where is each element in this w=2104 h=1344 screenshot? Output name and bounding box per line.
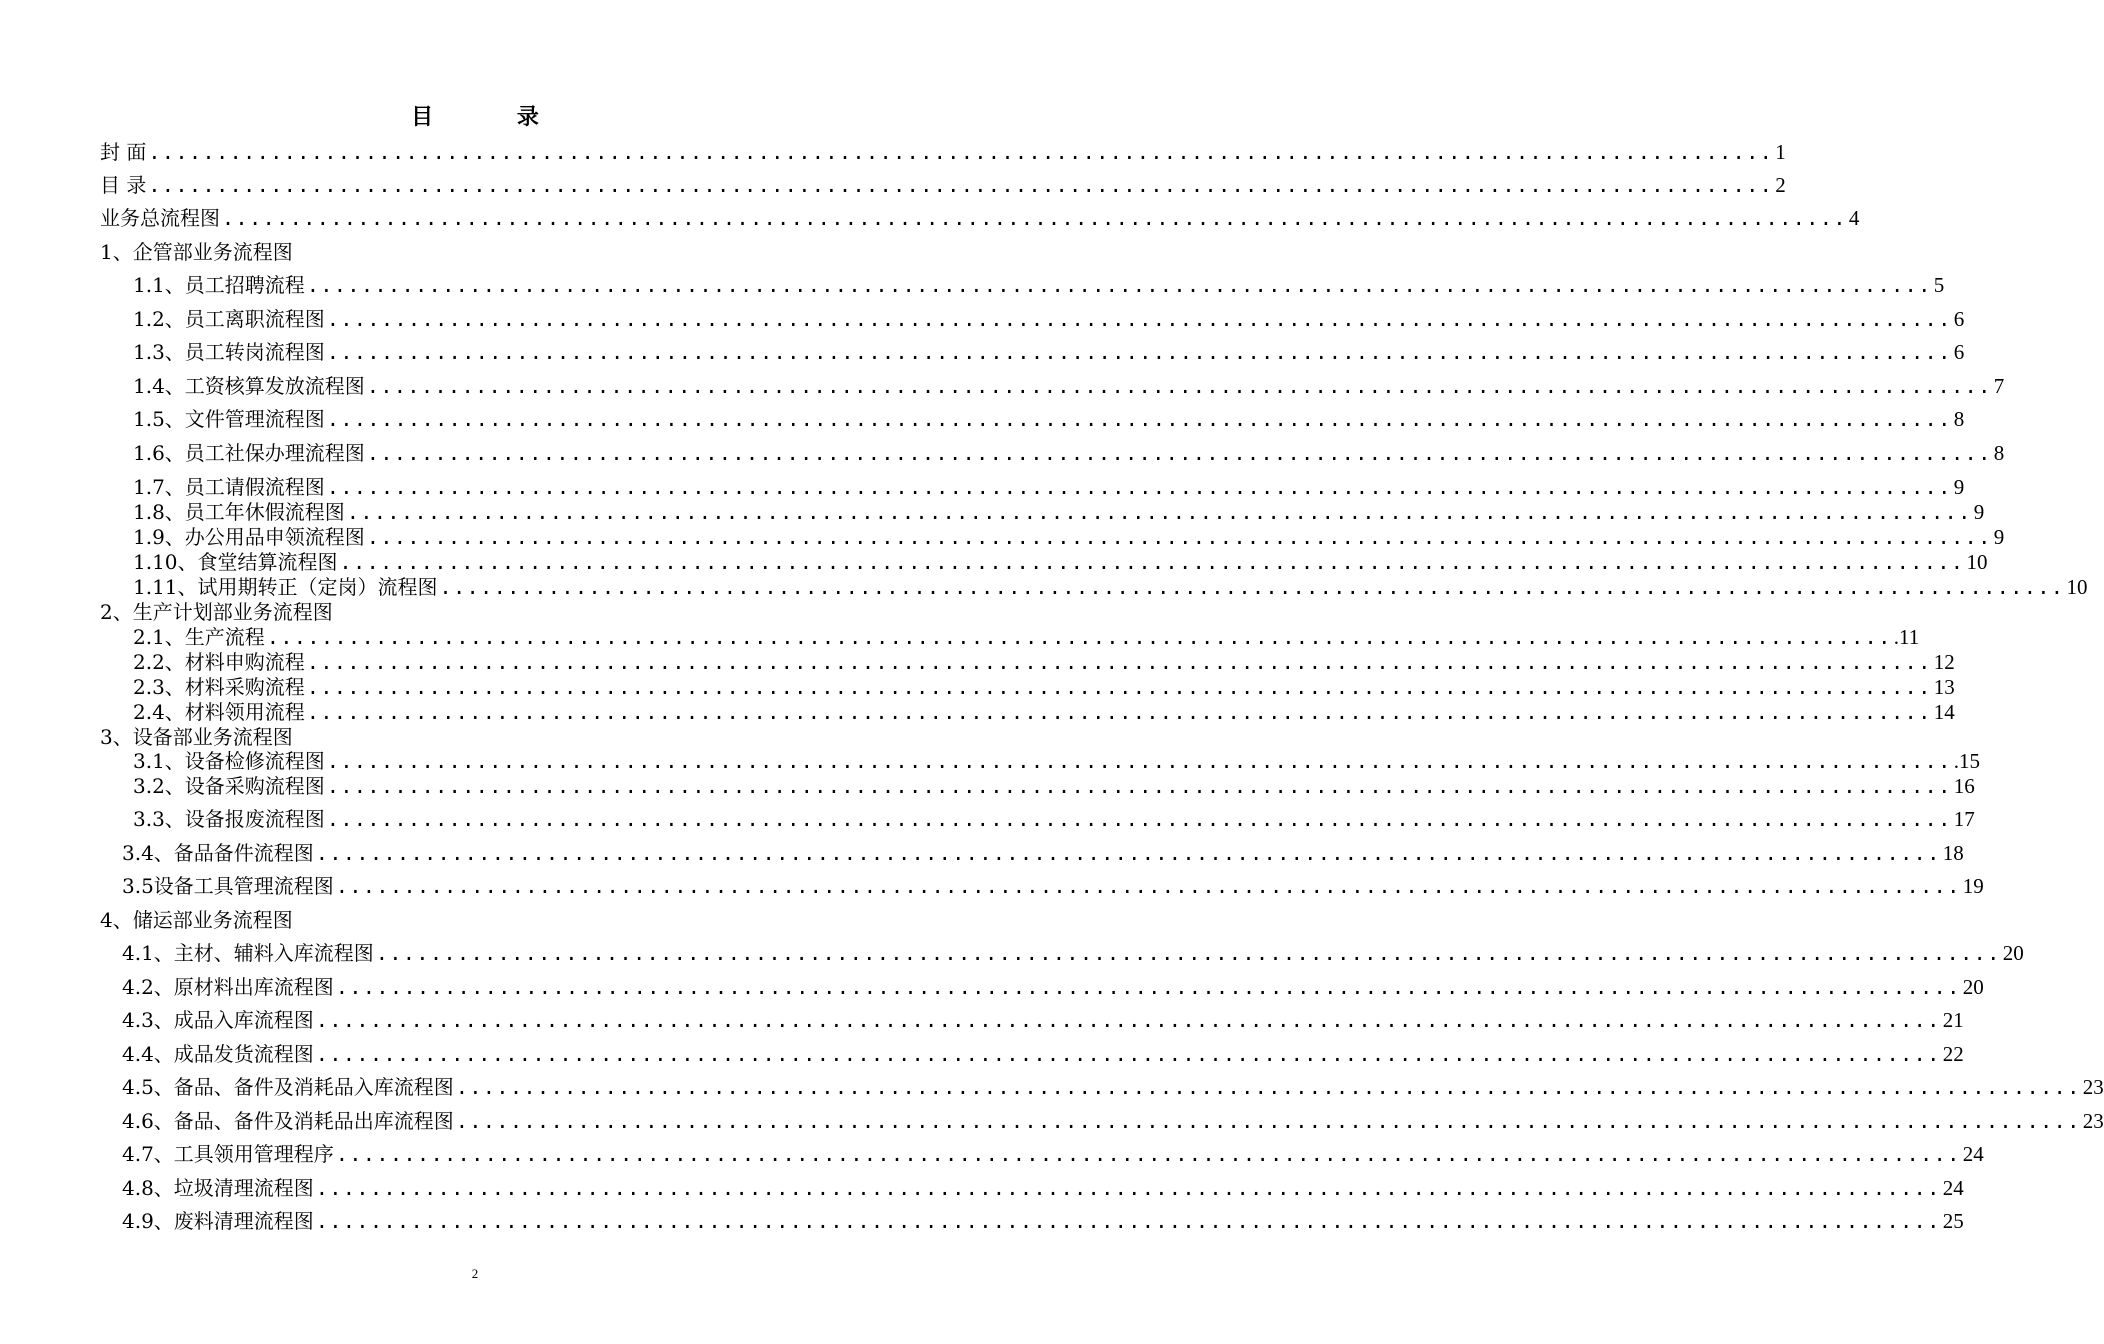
page-number: 2: [471, 1266, 479, 1281]
toc-entry-page-number: 22: [1942, 1042, 1964, 1066]
toc-dot-leader: ........................................................................................................................: [455, 1075, 2081, 1099]
toc-dot-leader: ........................................................................................................................: [148, 173, 1774, 197]
toc-entry[interactable]: [122, 973, 1984, 1001]
toc-dot-leader: ........................................................................................................................: [148, 140, 1774, 164]
toc-entry-label: 1.10、食堂结算流程图: [133, 550, 338, 574]
toc-entry[interactable]: [122, 1207, 1964, 1235]
toc-entry-page-number: 16: [1953, 774, 1975, 798]
toc-entry-page-number: 1: [1775, 140, 1786, 164]
toc-dot-leader: ........................................................................................................................: [306, 650, 1932, 674]
toc-entry-page-number: 8: [1993, 441, 2005, 465]
toc-entry[interactable]: [133, 805, 1975, 833]
toc-entry-page-number: 24: [1942, 1176, 1964, 1200]
toc-entry[interactable]: [133, 498, 1985, 526]
toc-section-heading: 2、生产计划部业务流程图: [100, 600, 333, 624]
toc-entry[interactable]: [122, 939, 2024, 967]
toc-entry[interactable]: [122, 1073, 2104, 1101]
toc-entry-page-number: 24: [1962, 1142, 1984, 1166]
toc-entry-page-number: 5: [1933, 273, 1945, 297]
toc-entry-page-number: .11: [1893, 625, 1920, 649]
toc-entry-page-number: 12: [1933, 650, 1955, 674]
toc-entry-label: 1.4、工资核算发放流程图: [133, 374, 365, 398]
toc-entry-label: 1.5、文件管理流程图: [133, 407, 325, 431]
toc-entry[interactable]: [122, 872, 1984, 900]
toc-entry[interactable]: [133, 573, 2088, 601]
toc-dot-leader: ........................................................................................................................: [222, 206, 1847, 230]
toc-dot-leader: ........................................................................................................................: [455, 1109, 2081, 1133]
toc-entry[interactable]: [122, 1006, 1964, 1034]
toc-entry-label: 4.6、备品、备件及消耗品出库流程图: [122, 1109, 454, 1133]
toc-entry-label: 1.7、员工请假流程图: [133, 475, 325, 499]
toc-entry[interactable]: [122, 839, 1964, 867]
toc-entry-page-number: 9: [1993, 525, 2005, 549]
toc-entry-page-number: 21: [1942, 1008, 1964, 1032]
toc-dot-leader: ........................................................................................................................: [346, 500, 1972, 524]
toc-entry-label: 3.5设备工具管理流程图: [122, 874, 334, 898]
toc-entry[interactable]: [133, 623, 1920, 651]
toc-entry[interactable]: [133, 648, 1955, 676]
toc-entry[interactable]: [133, 698, 1955, 726]
toc-entry-label: 1.11、试用期转正（定岗）流程图: [133, 575, 438, 599]
toc-entry-page-number: 10: [2066, 575, 2088, 599]
toc-entry-page-number: 20: [2002, 941, 2024, 965]
toc-entry-label: 2.1、生产流程: [133, 625, 265, 649]
page-title: 目 录: [411, 104, 577, 130]
toc-entry-page-number: 23: [2082, 1075, 2104, 1099]
toc-entry-page-number: 2: [1775, 173, 1786, 197]
toc-entry-label: 4.3、成品入库流程图: [122, 1008, 314, 1032]
toc-entry[interactable]: [133, 271, 1945, 299]
toc-entry-label: 3.4、备品备件流程图: [122, 841, 314, 865]
toc-dot-leader: ........................................................................................................................: [366, 374, 1992, 398]
toc-dot-leader: ........................................................................................................................: [306, 675, 1932, 699]
toc-dot-leader: ........................................................................................................................: [439, 575, 2065, 599]
toc-dot-leader: ........................................................................................................................: [326, 340, 1952, 364]
toc-entry-label: 2.2、材料申购流程: [133, 650, 305, 674]
toc-entry-page-number: 6: [1953, 307, 1965, 331]
toc-dot-leader: ........................................................................................................................: [326, 749, 1952, 773]
toc-entry-label: 封 面: [100, 140, 147, 164]
toc-entry-label: 4.5、备品、备件及消耗品入库流程图: [122, 1075, 454, 1099]
toc-entry-page-number: 6: [1953, 340, 1965, 364]
toc-entry-label: 4.7、工具领用管理程序: [122, 1142, 334, 1166]
toc-entry[interactable]: [133, 523, 2005, 551]
toc-entry-label: 4.8、垃圾清理流程图: [122, 1176, 314, 1200]
toc-entry-label: 1.9、办公用品申领流程图: [133, 525, 365, 549]
toc-section-heading: 3、设备部业务流程图: [100, 725, 293, 749]
toc-entry-page-number: 17: [1953, 807, 1975, 831]
toc-dot-leader: ........................................................................................................................: [306, 273, 1932, 297]
toc-entry-page-number: 19: [1962, 874, 1984, 898]
toc-dot-leader: ........................................................................................................................: [326, 307, 1952, 331]
toc-entry-page-number: 10: [1966, 550, 1988, 574]
toc-entry[interactable]: [133, 747, 1980, 775]
toc-entry[interactable]: [100, 138, 1786, 166]
toc-entry-label: 4.4、成品发货流程图: [122, 1042, 314, 1066]
toc-entry[interactable]: [133, 772, 1975, 800]
toc-entry-label: 4.1、主材、辅料入库流程图: [122, 941, 374, 965]
toc-entry-label: 业务总流程图: [100, 206, 220, 230]
toc-dot-leader: ........................................................................................................................: [339, 550, 1965, 574]
toc-entry-label: 目 录: [100, 173, 147, 197]
toc-entry-label: 3.2、设备采购流程图: [133, 774, 325, 798]
toc-entry[interactable]: [122, 1140, 1984, 1168]
toc-section-heading: 1、企管部业务流程图: [100, 240, 293, 264]
toc-entry-page-number: 9: [1953, 475, 1965, 499]
toc-entry-label: 2.4、材料领用流程: [133, 700, 305, 724]
toc-entry-page-number: .15: [1953, 749, 1980, 773]
toc-entry[interactable]: [133, 372, 2005, 400]
toc-entry-page-number: 25: [1942, 1209, 1964, 1233]
toc-entry-label: 4.2、原材料出库流程图: [122, 975, 334, 999]
toc-section-heading: 4、储运部业务流程图: [100, 908, 293, 932]
toc-entry[interactable]: [122, 1040, 1964, 1068]
toc-entry-page-number: 13: [1933, 675, 1955, 699]
toc-entry-page-number: 20: [1962, 975, 1984, 999]
toc-dot-leader: ........................................................................................................................: [326, 407, 1952, 431]
toc-entry-label: 1.6、员工社保办理流程图: [133, 441, 365, 465]
toc-entry-page-number: 4: [1848, 206, 1860, 230]
toc-dot-leader: ........................................................................................................................: [306, 700, 1932, 724]
toc-dot-leader: ........................................................................................................................: [326, 475, 1952, 499]
toc-entry-label: 4.9、废料清理流程图: [122, 1209, 314, 1233]
toc-entry-label: 3.1、设备检修流程图: [133, 749, 325, 773]
toc-entry[interactable]: [133, 305, 1965, 333]
toc-dot-leader: ........................................................................................................................: [375, 941, 2001, 965]
toc-entry[interactable]: [122, 1174, 1964, 1202]
toc-entry-label: 1.2、员工离职流程图: [133, 307, 325, 331]
toc-entry[interactable]: [100, 171, 1786, 199]
toc-entry-label: 3.3、设备报废流程图: [133, 807, 325, 831]
toc-dot-leader: ........................................................................................................................: [366, 441, 1992, 465]
toc-entry-page-number: 14: [1933, 700, 1955, 724]
toc-entry-page-number: 9: [1973, 500, 1985, 524]
toc-entry[interactable]: [100, 204, 1860, 232]
toc-entry-page-number: 18: [1942, 841, 1964, 865]
toc-dot-leader: ........................................................................................................................: [326, 807, 1952, 831]
toc-dot-leader: ........................................................................................................................: [326, 774, 1952, 798]
toc-dot-leader: ........................................................................................................................: [366, 525, 1992, 549]
toc-entry[interactable]: [133, 338, 1965, 366]
toc-entry[interactable]: [133, 673, 1955, 701]
toc-dot-leader: ........................................................................................................................: [315, 1008, 1941, 1032]
toc-dot-leader: ........................................................................................................................: [315, 1042, 1941, 1066]
toc-dot-leader: ........................................................................................................................: [266, 625, 1892, 649]
toc-entry[interactable]: [122, 1107, 2104, 1135]
toc-entry[interactable]: [133, 548, 1988, 576]
toc-dot-leader: ........................................................................................................................: [315, 1209, 1941, 1233]
toc-dot-leader: ........................................................................................................................: [315, 841, 1941, 865]
toc-entry[interactable]: [133, 405, 1965, 433]
toc-entry-page-number: 7: [1993, 374, 2005, 398]
toc-entry-label: 1.3、员工转岗流程图: [133, 340, 325, 364]
toc-entry-page-number: 23: [2082, 1109, 2104, 1133]
toc-entry[interactable]: [133, 439, 2005, 467]
toc-entry-label: 2.3、材料采购流程: [133, 675, 305, 699]
toc-dot-leader: ........................................................................................................................: [335, 975, 1961, 999]
toc-entry[interactable]: [133, 473, 1965, 501]
toc-dot-leader: ........................................................................................................................: [335, 1142, 1961, 1166]
toc-entry-page-number: 8: [1953, 407, 1965, 431]
toc-dot-leader: ........................................................................................................................: [315, 1176, 1941, 1200]
toc-dot-leader: ........................................................................................................................: [335, 874, 1961, 898]
toc-entry-label: 1.1、员工招聘流程: [133, 273, 305, 297]
toc-entry-label: 1.8、员工年休假流程图: [133, 500, 345, 524]
